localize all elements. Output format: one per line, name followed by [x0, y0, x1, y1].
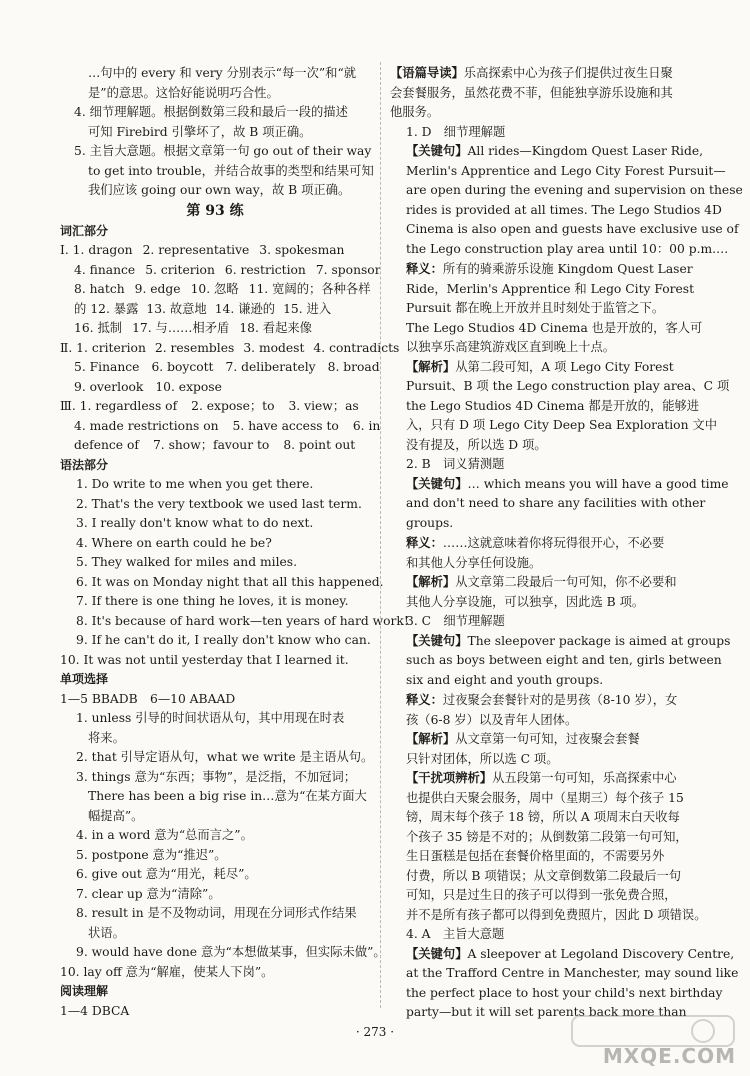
question-3-title: 3. C 细节理解题 — [406, 614, 505, 628]
q3-analysis: 【解析】从文章第一句可知，过夜聚会套餐 — [406, 732, 640, 746]
q3-exp: 释义：过夜聚会套餐针对的是男孩（8-10 岁），女 — [406, 692, 678, 707]
vocab-II-row: Ⅱ. 1. criterion 2. resembles 3. modest 4. contradicts — [60, 340, 400, 355]
right-column — [390, 64, 743, 1023]
vocab-III-row: 4. made restrictions on 5. have access to 6. in — [74, 418, 381, 433]
vocab-III-row: defence of 7. show；favour to 8. point out — [74, 438, 356, 452]
vocab-III-row: Ⅲ. 1. regardless of 2. expose；to 3. view；as — [60, 399, 359, 413]
single-choice-heading: 单项选择 — [60, 672, 109, 686]
q1-exp: 以独享乐高建筑游戏区直到晚上十点。 — [406, 340, 616, 354]
q3-distractor: 并不是所有孩子都可以得到免费照片，因此 D 项错误。 — [406, 907, 707, 922]
q1-exp: 释义：所有的骑乘游乐设施 Kingdom Quest Laser — [406, 261, 693, 276]
left-column — [60, 64, 409, 1021]
q3-key: 【关键句】The sleepover package is aimed at groups — [406, 633, 731, 648]
note-line: 6. give out 意为“用光，耗尽”。 — [76, 867, 257, 881]
grammar-item: 4. Where on earth could he be? — [76, 535, 272, 550]
q4-key: the perfect place to host your child's next birthday — [406, 985, 723, 1000]
grammar-item: 1. Do write to me when you get there. — [76, 477, 314, 491]
q2-analysis: 【解析】从文章第二段最后一句可知，你不必要和 — [406, 575, 677, 589]
lesson-title: 第 93 练 — [186, 202, 244, 219]
cont-line: 是”的意思。这恰好能说明巧合性。 — [88, 85, 279, 100]
note-line: 1. unless 引导的时间状语从句，其中用现在时表 — [76, 711, 345, 725]
q1-key: Cinema is also open and guests have exclusive use of — [406, 222, 739, 236]
reading-heading: 阅读理解 — [60, 984, 109, 998]
q2-key: groups. — [406, 515, 454, 530]
note-line: 2. that 引导定语从句，what we write 是主语从句。 — [76, 750, 374, 764]
note-line: 3. things 意为“东西；事物”，是泛指，不加冠词； — [76, 769, 357, 784]
q1-key: Merlin's Apprentice and Lego City Forest Pursuit— — [406, 163, 726, 178]
question-2-title: 2. B 词义猜测题 — [406, 457, 505, 471]
vocab-II-row: 9. overlook 10. expose — [74, 379, 222, 394]
note-line: 将来。 — [88, 730, 125, 745]
q1-key: the Lego construction play area until 10：00 p.m.… — [406, 241, 729, 256]
cont-line: …句中的 every 和 very 分别表示“每一次”和“就 — [88, 66, 357, 80]
q1-analysis: 入，只有 D 项 Lego City Deep Sea Exploration 文中 — [406, 418, 718, 432]
q1-exp: Pursuit 都在晚上开放并且时刻处于监管之下。 — [406, 301, 665, 315]
note-line: 4. in a word 意为“总而言之”。 — [76, 828, 253, 842]
note-line: 幅提高”。 — [88, 808, 144, 823]
q3-distractor: 付费，所以 B 项错误；从文章倒数第二段最后一句 — [406, 868, 682, 883]
q1-analysis: 没有提及，所以选 D 项。 — [406, 437, 547, 452]
answer-item-5-line: 我们应该 going our own way，故 B 项正确。 — [88, 183, 351, 197]
vocab-I-row: 4. finance 5. criterion 6. restriction 7. sponsor — [74, 262, 381, 277]
vocab-heading: 词汇部分 — [60, 223, 109, 238]
vocab-I-row: 16. 抵制 17. 与……相矛盾 18. 看起来像 — [74, 321, 312, 335]
q1-key: rides is provided at all times. The Lego Studios 4D — [406, 202, 722, 217]
column-divider — [380, 62, 381, 1008]
page-number: · 273 · — [355, 1025, 395, 1039]
note-line: 9. would have done 意为“本想做某事，但实际未做”。 — [76, 945, 386, 959]
q2-analysis: 其他人分享设施，可以独享，因此选 B 项。 — [406, 594, 645, 609]
q1-key: 【关键句】All rides—Kingdom Quest Laser Ride, — [406, 144, 704, 158]
grammar-item: 10. It was not until yesterday that I learned it. — [60, 652, 349, 667]
q1-key: are open during the evening and supervision on these — [406, 183, 743, 197]
q4-key: at the Trafford Centre in Manchester, may sound like — [406, 966, 739, 980]
q1-analysis: the Lego Studios 4D Cinema 都是开放的，能够进 — [406, 398, 700, 413]
q2-key: and don't need to share any facilities with other — [406, 496, 706, 510]
q1-analysis: Pursuit、B 项 the Lego construction play area、C 项 — [406, 379, 730, 393]
note-line: There has been a big rise in…意为“在某方面大 — [88, 789, 367, 803]
question-4-title: 4. A 主旨大意题 — [406, 927, 505, 941]
q1-exp: The Lego Studios 4D Cinema 也是开放的，客人可 — [406, 320, 703, 335]
note-line: 状语。 — [88, 925, 125, 940]
q2-exp: 和其他人分享任何设施。 — [406, 555, 542, 570]
grammar-item: 7. If there is one thing he loves, it is money. — [76, 594, 349, 608]
q2-exp: 释义：……这就意味着你将玩得很开心，不必要 — [406, 535, 665, 550]
grammar-item: 6. It was on Monday night that all this happened. — [76, 574, 384, 589]
vocab-I-row: Ⅰ. 1. dragon 2. representative 3. spokesman — [60, 243, 345, 257]
q3-distractor: 可知，只是过生日的孩子可以得到一张免费合照， — [406, 888, 677, 902]
guide-line: 他服务。 — [390, 105, 440, 119]
q3-exp: 孩（6-8 岁）以及青年人团体。 — [406, 712, 578, 727]
q3-distractor: 【干扰项辨析】从五段第一句可知，乐高探索中心 — [406, 771, 677, 785]
q3-distractor: 生日蛋糕是包括在套餐价格里面的，不需要另外 — [406, 849, 665, 863]
q3-distractor: 个孩子 35 镑是不对的；从倒数第二段第一句可知， — [406, 829, 688, 844]
guide-line: 【语篇导读】乐高探索中心为孩子们提供过夜生日聚 — [390, 66, 673, 80]
note-line: 7. clear up 意为“清除”。 — [76, 886, 221, 901]
answer-item-5-line: 5. 主旨大意题。根据文章第一句 go out of their way — [74, 144, 372, 158]
vocab-II-row: 5. Finance 6. boycott 7. deliberately 8. broad — [74, 360, 380, 374]
single-choice-answers: 1—5 BBADB 6—10 ABAAD — [60, 691, 236, 706]
guide-line: 会套餐服务，虽然花费不菲，但能独享游乐设施和其 — [390, 85, 673, 100]
q1-exp: Ride，Merlin's Apprentice 和 Lego City Forest — [406, 281, 695, 296]
watermark-text: MXQE.COM — [602, 1044, 736, 1068]
question-1-title: 1. D 细节理解题 — [406, 124, 506, 139]
q4-key: party—but it will set parents back more than — [406, 1005, 687, 1019]
answer-item-4-line: 4. 细节理解题。根据倒数第三段和最后一段的描述 — [74, 105, 348, 119]
grammar-item: 2. That's the very textbook we used last term. — [76, 496, 362, 511]
grammar-heading: 语法部分 — [60, 457, 109, 472]
q2-key: 【关键句】… which means you will have a good time — [406, 476, 729, 491]
grammar-item: 8. It's because of hard work—ten years of hard work! — [76, 613, 409, 628]
q3-distractor: 也提供白天聚会服务，周中（星期三）每个孩子 15 — [406, 790, 684, 805]
grammar-item: 9. If he can't do it, I really don't know who can. — [76, 633, 371, 647]
note-line: 8. result in 是不及物动词，用现在分词形式作结果 — [76, 906, 357, 920]
answer-item-5-line: to get into trouble，并结合故事的类型和结果可知 — [88, 163, 374, 178]
q3-key: six and eight and youth groups. — [406, 672, 604, 687]
reading-answers: 1—4 DBCA — [60, 1003, 130, 1018]
vocab-I-row: 8. hatch 9. edge 10. 忽略 11. 宽阔的；各种各样 — [74, 282, 371, 296]
q3-analysis: 只针对团体，所以选 C 项。 — [406, 751, 559, 766]
answer-item-4-line: 可知 Firebird 引擎坏了，故 B 项正确。 — [88, 124, 312, 139]
vocab-I-row: 的 12. 暴露 13. 故意地 14. 谦逊的 15. 进入 — [74, 301, 332, 316]
q4-key: 【关键句】A sleepover at Legoland Discovery Centre, — [406, 946, 735, 961]
grammar-item: 3. I really don't know what to do next. — [76, 516, 314, 530]
note-line: 10. lay off 意为“解雇，使某人下岗”。 — [60, 964, 274, 979]
grammar-item: 5. They walked for miles and miles. — [76, 555, 298, 569]
q1-analysis: 【解析】从第二段可知，A 项 Lego City Forest — [406, 359, 674, 374]
q3-key: such as boys between eight and ten, girls between — [406, 653, 722, 667]
note-line: 5. postpone 意为“推迟”。 — [76, 847, 227, 862]
q3-distractor: 镑，周末每个孩子 18 镑，所以 A 项周末白天收每 — [406, 810, 680, 824]
